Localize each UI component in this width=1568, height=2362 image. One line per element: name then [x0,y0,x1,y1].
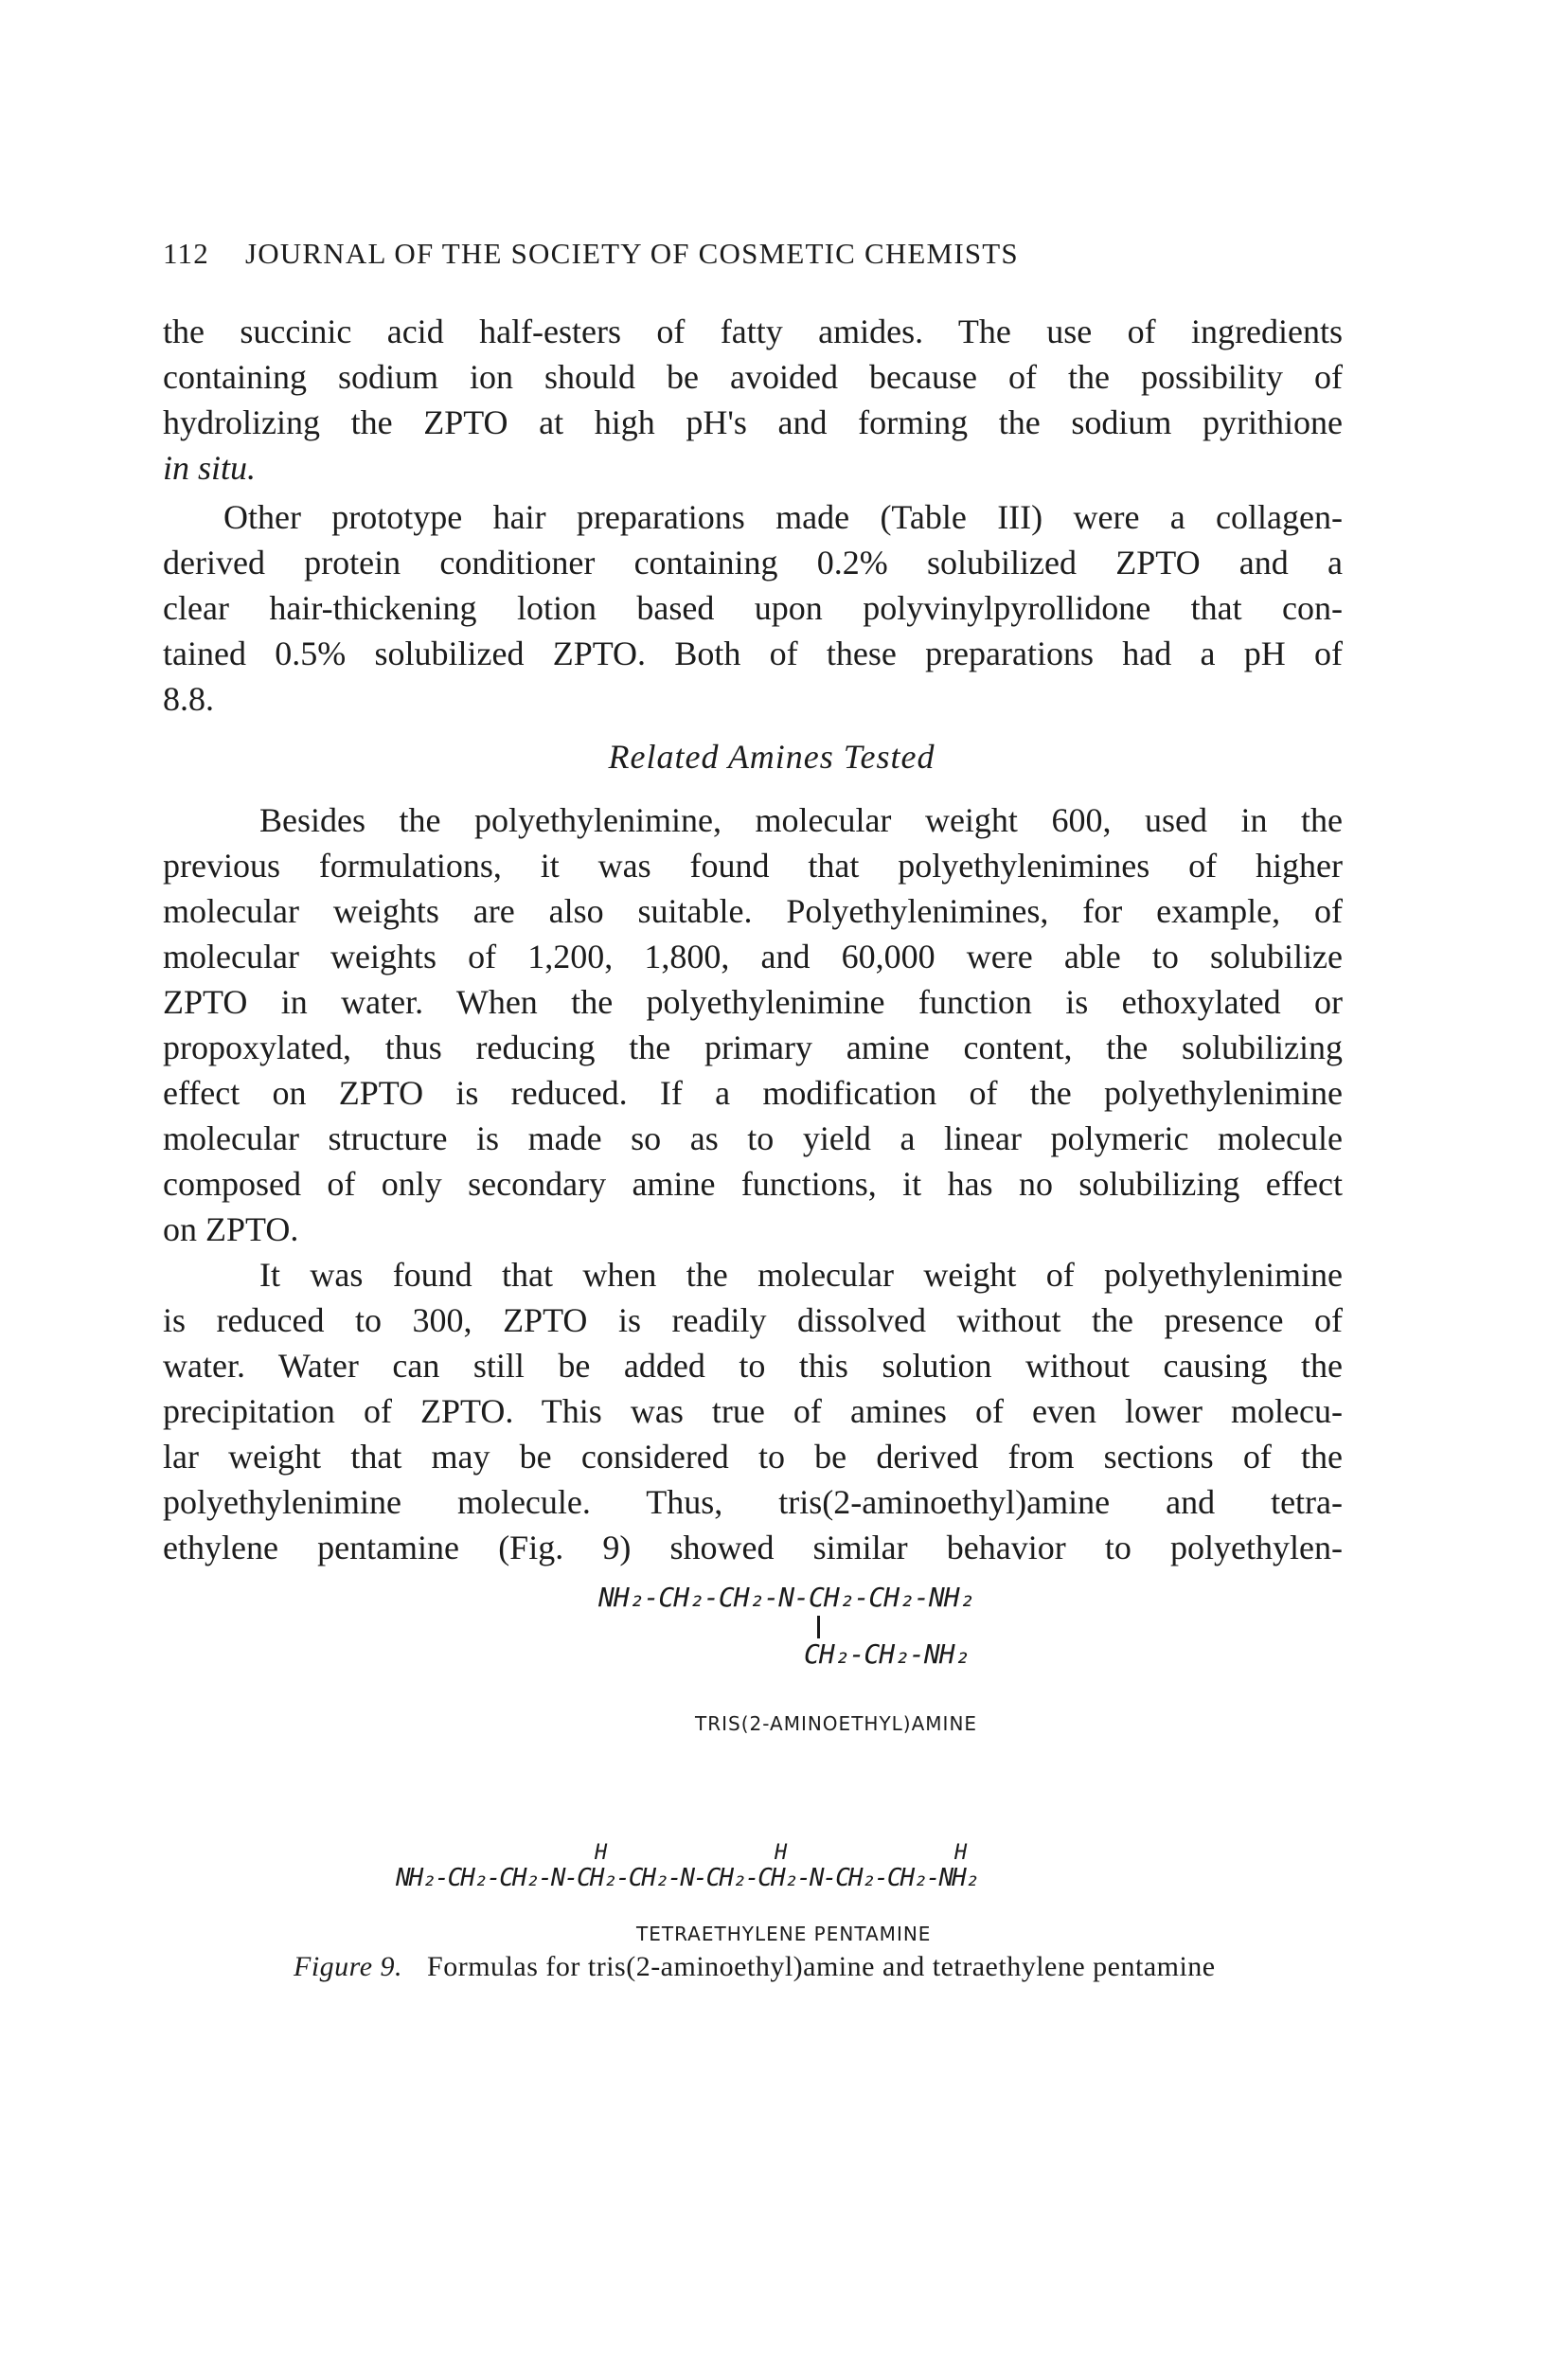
text-line: effect on ZPTO is reduced. If a modification of the polyethylenimine [163,1074,1343,1112]
text-line: It was found that when the molecular weight of polyethylenimine [259,1256,1343,1294]
text-line: water. Water can still be added to this solution without causing the [163,1347,1343,1385]
bond-line [817,1616,820,1638]
figure-caption [294,1951,1216,1983]
text-line: propoxylated, thus reducing the primary amine content, the solubilizing [163,1029,1343,1066]
paragraph-1 [163,309,1343,491]
text-line: lar weight that may be considered to be derived from sections of the [163,1438,1343,1476]
text-line: the succinic acid half-esters of fatty amides. The use of ingredients [163,313,1343,350]
text-line: ZPTO in water. When the polyethylenimine function is ethoxylated or [163,983,1343,1021]
tetra-h-2: H [775,1841,788,1865]
tetra-h-1: H [595,1841,608,1865]
text-line: derived protein conditioner containing 0.2% solubilized ZPTO and a [163,544,1343,582]
text-line: Besides the polyethylenimine, molecular weight 600, used in the [259,801,1343,839]
text-line: previous formulations, it was found that polyethylenimines of higher [163,847,1343,885]
text-line: ethylene pentamine (Fig. 9) showed similar behavior to polyethylen- [163,1529,1343,1566]
figure-label: Figure 9. [294,1951,403,1982]
section-heading: Related Amines Tested [608,738,935,776]
text-line: hydrolizing the ZPTO at high pH's and forming the sodium pyrithione [163,403,1343,441]
running-head [163,237,1337,271]
text-line: clear hair-thickening lotion based upon polyvinylpyrollidone that con- [163,589,1343,627]
tris-formula-branch: CH₂-CH₂-NH₂ [804,1638,970,1670]
tetra-formula: NH₂-CH₂-CH₂-N-CH₂-CH₂-N-CH₂-CH₂-N-CH₂-CH₂-NH₂ [396,1864,978,1892]
text-line: 8.8. [163,680,214,718]
paragraph-3 [163,797,1343,1252]
text-line: molecular structure is made so as to yield a linear polymeric molecule [163,1119,1343,1157]
tris-caption: TRIS(2-AMINOETHYL)AMINE [695,1712,978,1735]
paragraph-2 [163,494,1343,722]
tetra-caption: TETRAETHYLENE PENTAMINE [636,1923,932,1945]
text-line: containing sodium ion should be avoided because of the possibility of [163,358,1343,396]
text-line: is reduced to 300, ZPTO is readily dissolved without the presence of [163,1301,1343,1339]
text-line: tained 0.5% solubilized ZPTO. Both of these preparations had a pH of [163,635,1343,672]
paragraph-4 [163,1252,1343,1570]
text-line: molecular weights are also suitable. Polyethylenimines, for example, of [163,892,1343,930]
text-line: on ZPTO. [163,1210,299,1248]
text-line: in situ. [163,449,257,487]
figure-caption-text: Formulas for tris(2-aminoethyl)amine and tetraethylene pentamine [427,1951,1216,1982]
tris-formula-main: NH₂-CH₂-CH₂-N-CH₂-CH₂-NH₂ [598,1582,974,1613]
text-line: Other prototype hair preparations made (Table III) were a collagen- [223,498,1343,536]
text-line: precipitation of ZPTO. This was true of amines of even lower molecu- [163,1392,1343,1430]
journal-title: JOURNAL OF THE SOCIETY OF COSMETIC CHEMISTS [244,237,1019,270]
text-line: composed of only secondary amine functions, it has no solubilizing effect [163,1165,1343,1203]
text-line: polyethylenimine molecule. Thus, tris(2-aminoethyl)amine and tetra- [163,1483,1343,1521]
text-line: molecular weights of 1,200, 1,800, and 60,000 were able to solubilize [163,938,1343,975]
tetra-h-3: H [954,1841,968,1865]
page-number: 112 [163,237,209,270]
